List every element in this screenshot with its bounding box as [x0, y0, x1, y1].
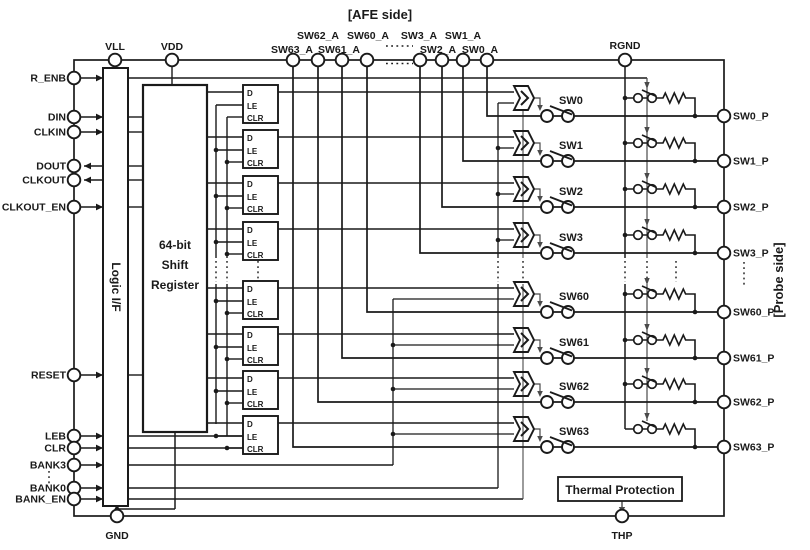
terminal [68, 459, 81, 472]
afe-pin-label: SW60_A [346, 30, 390, 42]
thermal-protection-label: Thermal Protection [565, 483, 675, 497]
terminal [68, 493, 81, 506]
afe-pin-label: SW63_A [270, 44, 314, 56]
switch-contact [541, 306, 553, 318]
probe-pin-label: SW0_P [733, 110, 769, 123]
latch-clr-label: CLR [247, 310, 264, 319]
junction-dot [623, 141, 628, 146]
probe-pin-label: SW61_P [733, 352, 775, 365]
left-pin-label: RESET [30, 369, 66, 382]
latch-d-label: D [247, 180, 253, 189]
left-pin-label: BANK_EN [15, 493, 66, 506]
switch-name-label: SW60 [559, 291, 589, 303]
junction-dot [496, 146, 501, 151]
latch-d-label: D [247, 331, 253, 340]
switch-name-label: SW2 [559, 186, 583, 198]
junction-dot [214, 345, 219, 350]
junction-dot [225, 252, 230, 257]
latch-le-label: LE [247, 388, 258, 397]
left-pin-label: BANK3 [29, 459, 66, 472]
latch-d-label: D [247, 375, 253, 384]
thp-pin-label: THP [611, 530, 633, 542]
probe-pin-label: SW63_P [733, 441, 775, 454]
junction-dot [225, 357, 230, 362]
terminal [68, 442, 81, 455]
junction-dot [225, 401, 230, 406]
terminal [718, 155, 731, 168]
probe-pin-label: SW3_P [733, 247, 769, 260]
junction-dot [496, 238, 501, 243]
latch-clr-label: CLR [247, 251, 264, 260]
left-pin-label: CLKIN [33, 126, 66, 139]
bleed-contact [634, 94, 643, 103]
junction-dot [623, 382, 628, 387]
junction-dot [693, 205, 698, 210]
switch-name-label: SW63 [559, 426, 589, 438]
junction-dot [214, 389, 219, 394]
switch-name-label: SW62 [559, 381, 589, 393]
left-pin-label: BANK0 [29, 482, 66, 495]
junction-dot [225, 311, 230, 316]
terminal [68, 111, 81, 124]
terminal [68, 369, 81, 382]
vll-pin-label: VLL [105, 41, 125, 53]
junction-dot [391, 432, 396, 437]
left-pin-label: R_ENB [30, 72, 66, 85]
afe-side-title: [AFE side] [347, 7, 413, 22]
terminal [619, 54, 632, 67]
terminal [68, 72, 81, 85]
bleed-contact [634, 425, 643, 434]
junction-dot [225, 206, 230, 211]
afe-pin-label: SW61_A [317, 44, 361, 56]
bleed-contact [634, 231, 643, 240]
logic-if-label: Logic I/F [109, 262, 123, 312]
latch-d-label: D [247, 89, 253, 98]
junction-dot [623, 292, 628, 297]
latch-clr-label: CLR [247, 400, 264, 409]
junction-dot [623, 338, 628, 343]
afe-pin-label: SW1_A [444, 30, 482, 42]
junction-dot [623, 187, 628, 192]
terminal [718, 306, 731, 319]
latch-le-label: LE [247, 193, 258, 202]
terminal [616, 510, 629, 523]
latch-d-label: D [247, 226, 253, 235]
junction-dot [391, 387, 396, 392]
probe-pin-label: SW2_P [733, 201, 769, 214]
junction-dot [214, 240, 219, 245]
junction-dot [214, 299, 219, 304]
latch-clr-label: CLR [247, 356, 264, 365]
left-pin-label: CLKOUT [22, 174, 66, 187]
latch-d-label: D [247, 134, 253, 143]
junction-dot [225, 160, 230, 165]
junction-dot [693, 356, 698, 361]
bleed-contact [634, 139, 643, 148]
left-pin-label: LEB [45, 430, 66, 443]
junction-dot [214, 148, 219, 153]
left-pin-label: CLKOUT_EN [1, 201, 66, 214]
junction-dot [496, 192, 501, 197]
probe-pin-label: SW62_P [733, 396, 775, 409]
terminal [68, 430, 81, 443]
switch-contact [541, 110, 553, 122]
switch-contact [541, 201, 553, 213]
latch-d-label: D [247, 420, 253, 429]
left-pin-label: DIN [47, 111, 66, 124]
sr-title-line2: Shift [161, 258, 189, 272]
bleed-contact [634, 185, 643, 194]
bleed-contact [634, 336, 643, 345]
terminal [718, 396, 731, 409]
terminal [718, 110, 731, 123]
switch-contact [541, 441, 553, 453]
junction-dot [693, 159, 698, 164]
latch-clr-label: CLR [247, 205, 264, 214]
terminal [68, 201, 81, 214]
sr-title-line3: Register [150, 278, 200, 292]
junction-dot [214, 194, 219, 199]
terminal [718, 352, 731, 365]
junction-dot [693, 251, 698, 256]
terminal [109, 54, 122, 67]
vdd-pin-label: VDD [160, 41, 184, 53]
junction-dot [693, 445, 698, 450]
rgnd-pin-label: RGND [609, 40, 641, 52]
terminal [111, 510, 124, 523]
sr-title-line1: 64-bit [158, 238, 192, 252]
latch-clr-label: CLR [247, 159, 264, 168]
switch-name-label: SW1 [559, 140, 583, 152]
switch-contact [541, 155, 553, 167]
switch-name-label: SW61 [559, 337, 589, 349]
latch-d-label: D [247, 285, 253, 294]
switch-name-label: SW3 [559, 232, 583, 244]
left-pin-label: DOUT [36, 160, 66, 173]
junction-dot [391, 343, 396, 348]
left-pin-label: CLR [44, 442, 66, 455]
terminal [718, 247, 731, 260]
switch-contact [541, 352, 553, 364]
junction-dot [623, 96, 628, 101]
junction-dot [693, 400, 698, 405]
bleed-contact [634, 380, 643, 389]
terminal [718, 441, 731, 454]
latch-clr-label: CLR [247, 114, 264, 123]
junction-dot [693, 114, 698, 119]
gnd-pin-label: GND [105, 530, 129, 542]
latch-le-label: LE [247, 433, 258, 442]
afe-pin-label: SW2_A [419, 44, 457, 56]
probe-pin-label: SW60_P [733, 306, 775, 319]
terminal [68, 126, 81, 139]
latch-le-label: LE [247, 298, 258, 307]
terminal [68, 174, 81, 187]
afe-pin-label: SW62_A [296, 30, 340, 42]
switch-name-label: SW0 [559, 95, 583, 107]
latch-le-label: LE [247, 344, 258, 353]
terminal [68, 160, 81, 173]
afe-pin-label: SW3_A [400, 30, 438, 42]
bleed-contact [634, 290, 643, 299]
terminal [361, 54, 374, 67]
latch-le-label: LE [247, 102, 258, 111]
junction-dot [693, 310, 698, 315]
afe-pin-label: SW0_A [461, 44, 499, 56]
latch-le-label: LE [247, 239, 258, 248]
terminal [718, 201, 731, 214]
switch-contact [541, 247, 553, 259]
switch-contact [541, 396, 553, 408]
junction-dot [623, 233, 628, 238]
terminal [166, 54, 179, 67]
probe-side-title: [Probe side] [771, 242, 786, 318]
latch-clr-label: CLR [247, 445, 264, 454]
latch-le-label: LE [247, 147, 258, 156]
probe-pin-label: SW1_P [733, 155, 769, 168]
